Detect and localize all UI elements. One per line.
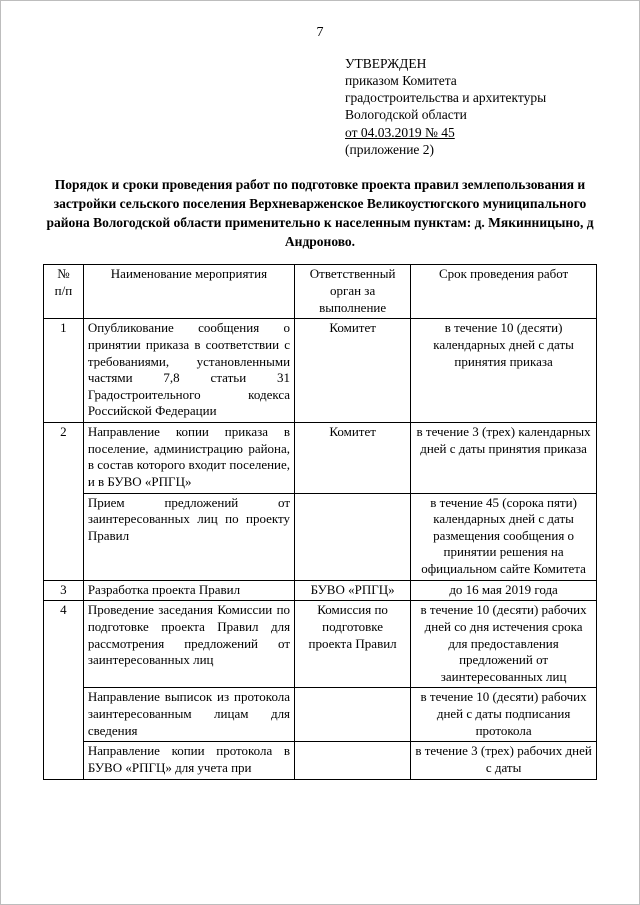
header-num (44, 265, 84, 319)
document-title: Порядок и сроки проведения работ по подготовке проекта правил землепользования и застройки сельского поселения Верхневарженское Великоустюгского муниципального района Вологодской области применительно к населенным пунктам: д. Мякинницыно, д Андроново. (46, 176, 594, 250)
term-cell: в течение 10 (десяти) рабочих дней со дня истечения срока для предоставления предложений от заинтересованных лиц (411, 601, 597, 688)
table-row (44, 423, 597, 494)
header-num-line2: п/п (54, 283, 73, 299)
activity-cell: Разработка проекта Правил (83, 580, 294, 601)
table-row (44, 601, 597, 688)
table-row (44, 580, 597, 601)
organ-cell (295, 493, 411, 580)
term-cell: в течение 10 (десяти) календарных дней с даты принятия приказа (411, 319, 597, 423)
organ-cell: Комиссия по подготовке проекта Правил (295, 601, 411, 688)
table-header-row (44, 265, 597, 319)
row-number: 1 (44, 319, 84, 423)
activity-cell: Проведение заседания Комиссии по подготовке проекта Правил для рассмотрения предложений от заинтересованных лиц (83, 601, 294, 688)
activity-cell: Опубликование сообщения о принятии приказа в соответствии с требованиями, установленными частями 7,8 статьи 31 Градостроительного кодекса Российской Федерации (83, 319, 294, 423)
term-cell: в течение 10 (десяти) рабочих дней с даты подписания протокола (411, 688, 597, 742)
approval-block (345, 55, 597, 158)
table-row (44, 319, 597, 423)
term-cell: в течение 3 (трех) календарных дней с даты принятия приказа (411, 423, 597, 494)
table-row (44, 688, 597, 742)
activity-cell: Направление копии протокола в БУВО «РПГЦ» для учета при (83, 742, 294, 779)
organ-cell: Комитет (295, 319, 411, 423)
term-cell: до 16 мая 2019 года (411, 580, 597, 601)
term-cell: в течение 3 (трех) рабочих дней с даты (411, 742, 597, 779)
activity-cell: Направление выписок из протокола заинтересованным лицам для сведения (83, 688, 294, 742)
approval-line: УТВЕРЖДЕН (345, 56, 427, 71)
organ-cell (295, 742, 411, 779)
approval-line: Вологодской области (345, 107, 467, 123)
header-organ: Ответственный орган за выполнение (295, 265, 411, 319)
organ-cell: Комитет (295, 423, 411, 494)
row-number: 2 (44, 423, 84, 581)
header-name: Наименование мероприятия (83, 265, 294, 319)
header-term: Срок проведения работ (411, 265, 597, 319)
approval-line: градостроительства и архитектуры (345, 90, 547, 106)
approval-line: приказом Комитета (345, 73, 457, 89)
term-cell: в течение 45 (сорока пяти) календарных дней с даты размещения сообщения о принятии решения на официальном сайте Комитета (411, 493, 597, 580)
activity-cell: Направление копии приказа в поселение, администрацию района, в состав которого входит поселение, и в БУВО «РПГЦ» (83, 423, 294, 494)
activity-cell: Прием предложений от заинтересованных лиц по проекту Правил (83, 493, 294, 580)
schedule-table (43, 264, 597, 779)
organ-cell: БУВО «РПГЦ» (295, 580, 411, 601)
header-num-line1: № (57, 266, 70, 282)
table-row (44, 742, 597, 779)
table-row (44, 493, 597, 580)
row-number: 3 (44, 580, 84, 601)
approval-appendix-line: (приложение 2) (345, 141, 435, 157)
row-number: 4 (44, 601, 84, 779)
approval-order-line: от 04.03.2019 № 45 (345, 124, 455, 140)
page-number: 7 (316, 25, 324, 40)
organ-cell (295, 688, 411, 742)
